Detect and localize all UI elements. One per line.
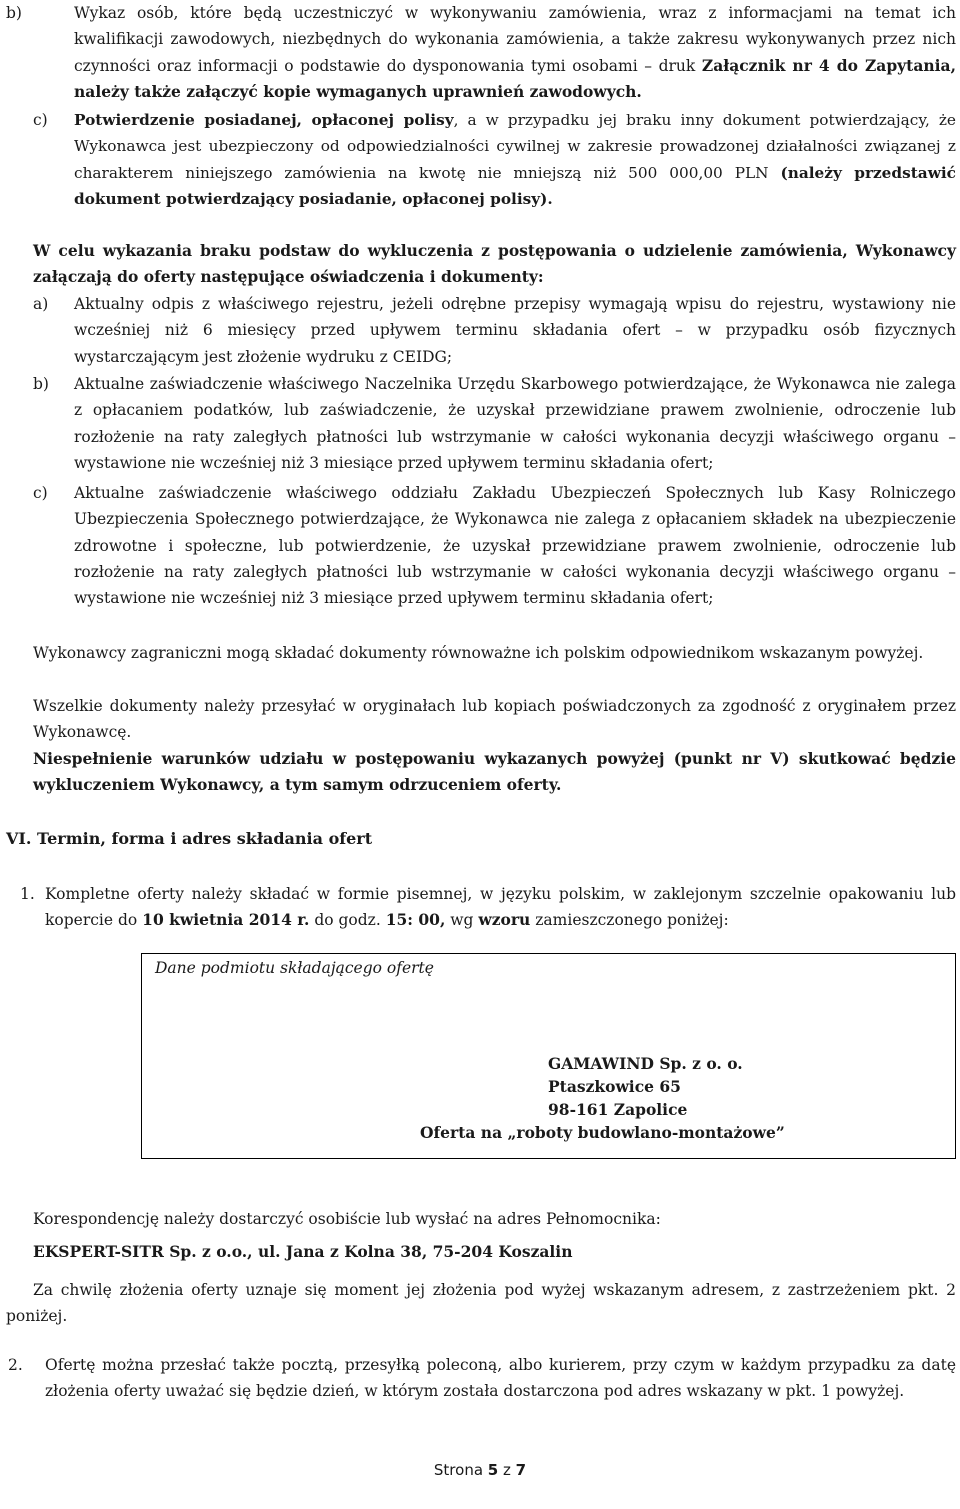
list-item-b-tax-certificate	[33, 371, 956, 476]
list-item-text: Potwierdzenie posiadanej, opłaconej polisy, a w przypadku jej braku inny dokument potwierdzający, że Wykonawca jest ubezpieczony od odpowiedzialności cywilnej w zakresie prowadzonej działalności związanej z charakterem niniejszego zamówienia na kwotę nie mniejszą niż 500 000,00 PLN (należy przedstawić dokument potwierdzający posiadanie, opłaconej polisy).	[74, 111, 956, 208]
offer-title: Oferta na „roboty budowlano-montażowe”	[420, 1123, 785, 1142]
numbered-item-2	[0, 1352, 956, 1405]
list-item-text: Aktualny odpis z właściwego rejestru, jeżeli odrębne przepisy wymagają wpisu do rejestru, wystawiony nie wcześniej niż 6 miesięcy przed upływem terminu składania ofert – w przypadku osób fizycznych wystarczającym jest złożenie wydruku z CEIDG;	[74, 295, 956, 366]
list-label: c)	[33, 111, 48, 129]
item-text: Ofertę można przesłać także pocztą, przesyłką poleconą, albo kurierem, przy czym w każdym przypadku za datę złożenia oferty uważać się będzie dzień, w którym została dostarczona pod adres wskazany w pkt. 1 powyżej.	[45, 1356, 956, 1401]
copies-paragraph: Wszelkie dokumenty należy przesyłać w oryginałach lub kopiach poświadczonych za zgodność z oryginałem przez Wykonawcę.	[33, 697, 956, 742]
sender-data-label: Dane podmiotu składającego ofertę	[155, 959, 434, 977]
envelope-template-box	[141, 953, 956, 1159]
numbered-item-1	[0, 881, 956, 934]
correspondence-address: EKSPERT-SITR Sp. z o.o., ul. Jana z Kolna 38, 75-204 Koszalin	[33, 1242, 573, 1261]
list-item-text: Wykaz osób, które będą uczestniczyć w wykonywaniu zamówienia, wraz z informacjami na temat ich kwalifikacji zawodowych, niezbędnych do wykonania zamówienia, a także zakresu wykonywanych przez nich czynności oraz informacji o podstawie do dysponowania tymi osobami – druk Załącznik nr 4 do Zapytania, należy także załączyć kopie wymaganych uprawnień zawodowych.	[74, 4, 956, 101]
item-text: Kompletne oferty należy składać w formie pisemnej, w języku polskim, w zaklejonym szczelnie opakowaniu lub kopercie do 10 kwietnia 2014 r. do godz. 15: 00, wg wzoru zamieszczonego poniżej:	[45, 885, 956, 930]
page-footer: Strona 5 z 7	[433, 1461, 527, 1479]
correspondence-text: Korespondencję należy dostarczyć osobiście lub wysłać na adres Pełnomocnika:	[33, 1210, 661, 1228]
list-item-a-registry	[33, 291, 956, 370]
list-label: a)	[33, 295, 49, 313]
list-label: b)	[6, 4, 22, 22]
list-label: b)	[33, 375, 49, 393]
recipient-street: Ptaszkowice 65	[548, 1077, 681, 1096]
recipient-name: GAMAWIND Sp. z o. o.	[548, 1054, 743, 1073]
list-item-text: Aktualne zaświadczenie właściwego oddziału Zakładu Ubezpieczeń Społecznych lub Kasy Rolniczego Ubezpieczenia Społecznego potwierdzające, że Wykonawca nie zalega z opłacaniem składek na ubezpieczenie zdrowotne i społeczne, lub potwierdzenie, że uzyskał przewidziane prawem zwolnienie, odroczenie lub rozłożenie na raty zaległych płatności lub wstrzymanie w całości wykonania decyzji właściwego organu – wystawione nie wcześniej niż 3 miesiące przed upływem terminu składania ofert;	[74, 484, 956, 608]
item-number: 2.	[8, 1356, 23, 1374]
exclusion-warning: Niespełnienie warunków udziału w postępowaniu wykazanych powyżej (punkt nr V) skutkować będzie wykluczeniem Wykonawcy, a tym samym odrzuceniem oferty.	[33, 749, 956, 795]
list-item-c-social-insurance	[33, 480, 956, 611]
foreign-contractors-paragraph: Wykonawcy zagraniczni mogą składać dokumenty równoważne ich polskim odpowiednikom wskazanym powyżej.	[33, 644, 924, 662]
list-item-b-personnel	[6, 0, 956, 105]
list-label: c)	[33, 484, 48, 502]
list-item-text: Aktualne zaświadczenie właściwego Naczelnika Urzędu Skarbowego potwierdzające, że Wykonawca nie zalega z opłacaniem podatków, lub zaświadczenie, że uzyskał przewidziane prawem zwolnienie, odroczenie lub rozłożenie na raty zaległych płatności lub wstrzymanie w całości wykonania decyzji właściwego organu – wystawione nie wcześniej niż 3 miesiące przed upływem terminu składania ofert;	[74, 375, 956, 472]
submission-moment-paragraph: Za chwilę złożenia oferty uznaje się moment jej złożenia pod wyżej wskazanym adresem, z zastrzeżeniem pkt. 2 poniżej.	[6, 1281, 956, 1326]
section-heading: VI. Termin, forma i adres składania ofert	[6, 829, 373, 848]
item-number: 1.	[20, 885, 35, 903]
recipient-postal: 98-161 Zapolice	[548, 1100, 688, 1119]
list-item-c-insurance	[33, 107, 956, 212]
exclusion-intro: W celu wykazania braku podstaw do wykluczenia z postępowania o udzielenie zamówienia, Wykonawcy załączają do oferty następujące oświadczenia i dokumenty:	[33, 241, 956, 287]
